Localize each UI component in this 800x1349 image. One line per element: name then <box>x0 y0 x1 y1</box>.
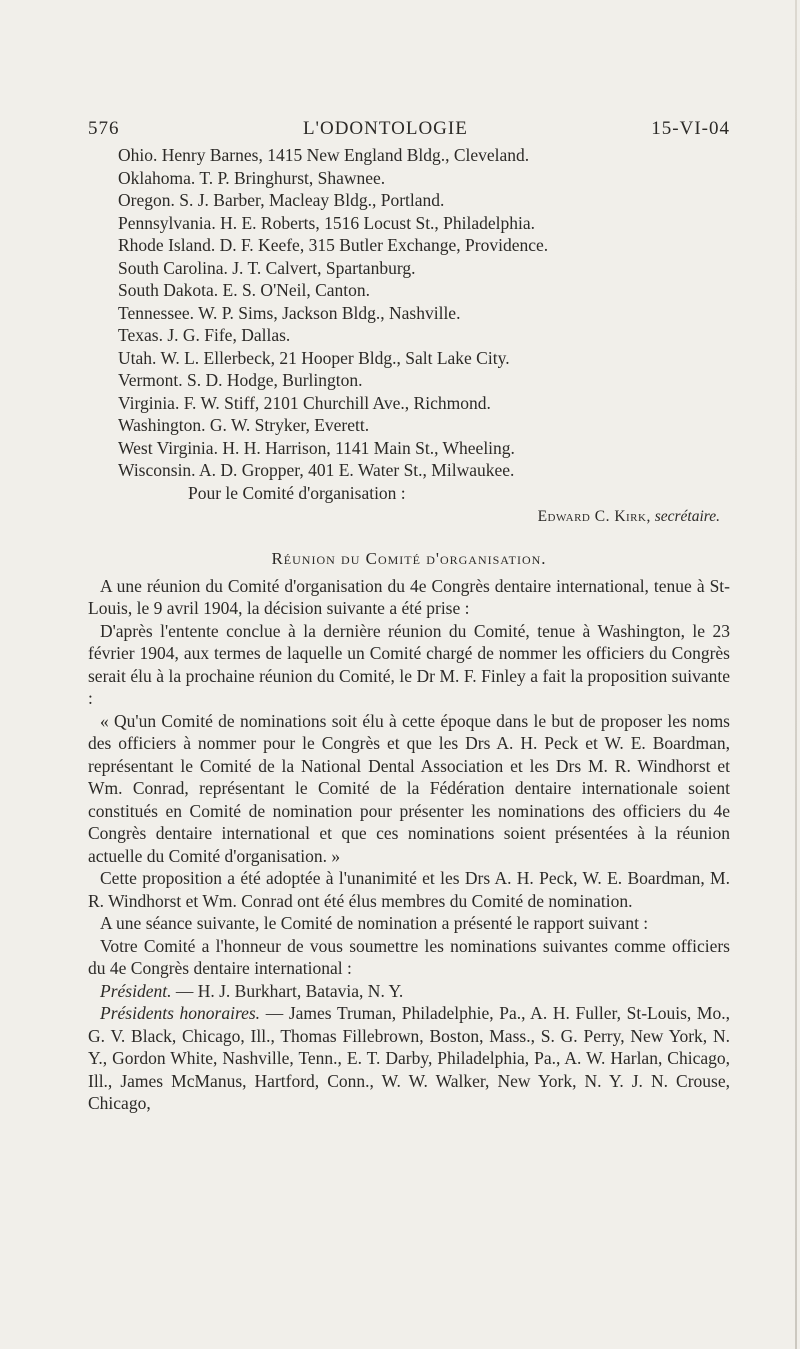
paragraph: Cette proposition a été adoptée à l'unanimité et les Drs A. H. Peck, W. E. Boardman, M. R. Windhorst et Wm. Conrad ont été élus membres du Comité de nomination. <box>88 868 730 911</box>
quoted-motion: « Qu'un Comité de nominations soit élu à cette époque dans le but de proposer les noms des officiers à nommer pour le Congrès et que les Drs A. H. Peck et W. E. Boardman, représentant le Comité de la National Dental Association et les Drs M. R. Windhorst et Wm. Conrad, représentant le Comité de la Fédération dentaire internationale soient constitués en Comité de nomination pour présenter les nominations des officiers du 4e Congrès dentaire international et que ces nominations soient présentées à la réunion actuelle du Comité d'organisation. » <box>88 710 730 866</box>
section-title: Réunion du Comité d'organisation. <box>271 548 547 568</box>
list-item: South Dakota. E. S. O'Neil, Canton. <box>118 280 371 300</box>
journal-title: L'ODONTOLOGIE <box>302 118 468 139</box>
honorary-presidents-entry <box>88 1002 730 1115</box>
entry-label: Président. <box>100 980 172 1001</box>
signatory-role: secrétaire. <box>654 508 720 525</box>
signature-intro: Pour le Comité d'organisation : <box>188 482 406 503</box>
page <box>88 118 730 1115</box>
list-item: Washington. G. W. Stryker, Everett. <box>118 415 370 435</box>
entry-label: Présidents honoraires. <box>100 1003 261 1023</box>
president-entry <box>88 980 730 1003</box>
page-number: 576 <box>88 118 120 139</box>
list-item: Utah. W. L. Ellerbeck, 21 Hooper Bldg., Salt Lake City. <box>118 347 510 368</box>
running-head <box>88 118 730 140</box>
list-item: South Carolina. J. T. Calvert, Spartanburg. <box>118 257 416 278</box>
issue-date: 15-VI-04 <box>651 118 730 139</box>
list-item: Ohio. Henry Barnes, 1415 New England Bldg., Cleveland. <box>118 145 530 165</box>
signatory-name: Edward C. Kirk, <box>537 508 651 525</box>
list-item: Tennessee. W. P. Sims, Jackson Bldg., Nashville. <box>118 302 461 323</box>
entry-text: — James Truman, Philadelphie, Pa., A. H. Fuller, St-Louis, Mo., G. V. Black, Chicago, Ill., Thomas Fillebrown, Boston, Mass., S. G. Perry, New York, N. Y., Gordon White, Nashville, Tenn., E. T. Darby, Philadelphia, Pa., A. W. Harlan, Chicago, Ill., James McManus, Hartford, Conn., W. W. Walker, New York, N. Y. J. N. Crouse, Chicago, <box>88 1003 730 1113</box>
state-delegate-list <box>88 144 730 482</box>
page-edge-shadow <box>795 0 797 1349</box>
list-item: Wisconsin. A. D. Gropper, 401 E. Water St., Milwaukee. <box>118 460 515 480</box>
list-item: Virginia. F. W. Stiff, 2101 Churchill Ave., Richmond. <box>118 392 491 413</box>
list-item: Oklahoma. T. P. Bringhurst, Shawnee. <box>118 167 386 188</box>
list-item: Rhode Island. D. F. Keefe, 315 Butler Exchange, Providence. <box>118 235 549 255</box>
entry-text: — H. J. Burkhart, Batavia, N. Y. <box>171 980 404 1001</box>
paragraph: Votre Comité a l'honneur de vous soumettre les nominations suivantes comme officiers du 4e Congrès dentaire international : <box>88 935 730 978</box>
paragraph: A une réunion du Comité d'organisation du 4e Congrès dentaire international, tenue à St-Louis, le 9 avril 1904, la décision suivante a été prise : <box>88 575 730 618</box>
list-item: Texas. J. G. Fife, Dallas. <box>118 325 291 345</box>
list-item: Pennsylvania. H. E. Roberts, 1516 Locust St., Philadelphia. <box>118 212 536 233</box>
signature <box>88 506 730 529</box>
article-body <box>88 575 730 1115</box>
list-item: Oregon. S. J. Barber, Macleay Bldg., Portland. <box>118 190 445 210</box>
paragraph: A une séance suivante, le Comité de nomination a présenté le rapport suivant : <box>100 913 649 933</box>
list-item: West Virginia. H. H. Harrison, 1141 Main St., Wheeling. <box>118 437 515 458</box>
paragraph: D'après l'entente conclue à la dernière réunion du Comité, tenue à Washington, le 23 février 1904, aux termes de laquelle un Comité chargé de nommer les officiers du Congrès serait élu à la prochaine réunion du Comité, le Dr M. F. Finley a fait la proposition suivante : <box>88 620 730 708</box>
list-item: Vermont. S. D. Hodge, Burlington. <box>118 370 363 390</box>
